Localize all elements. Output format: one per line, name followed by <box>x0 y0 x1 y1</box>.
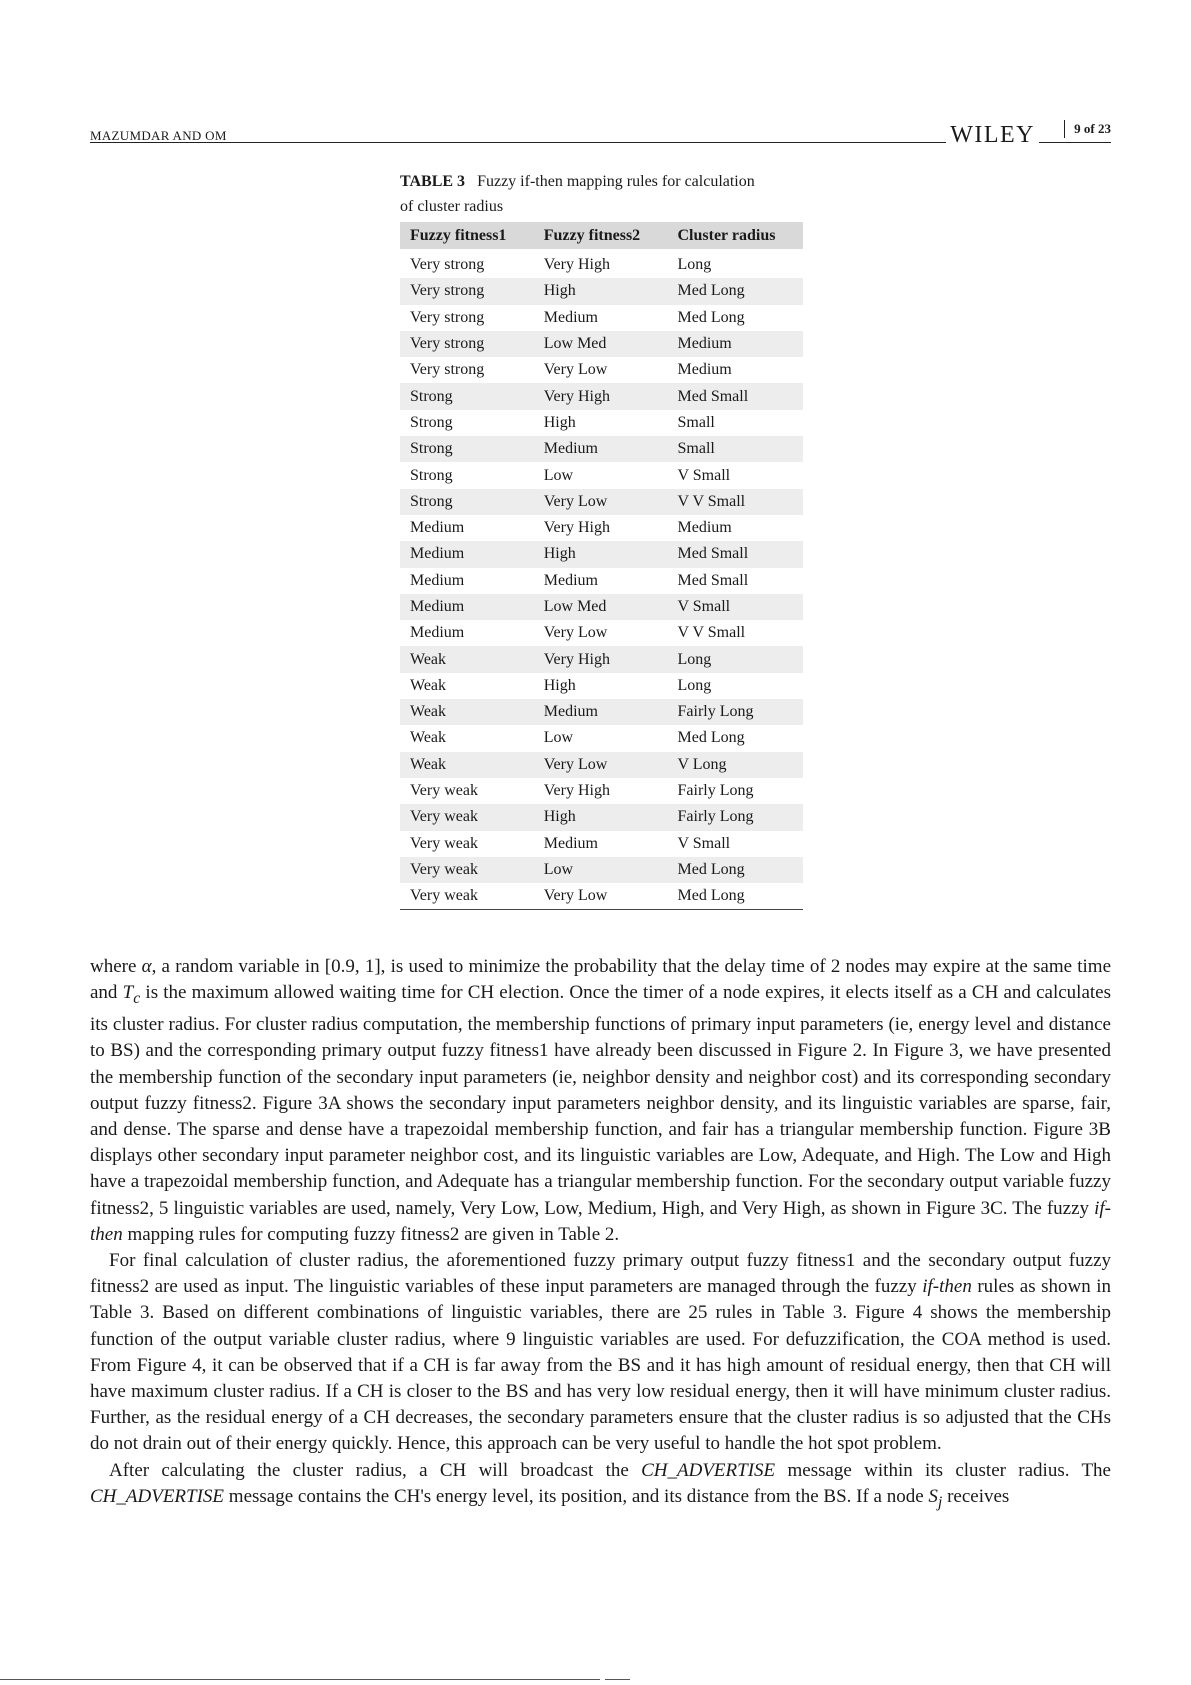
cell-cluster-radius: V V Small <box>677 624 746 642</box>
footer-rule <box>0 1679 600 1680</box>
cell-fuzzy-fitness1: Very weak <box>410 782 478 800</box>
footer-mark <box>605 1679 630 1680</box>
table-row <box>400 778 803 804</box>
cell-cluster-radius: Long <box>677 676 712 694</box>
table-row <box>400 489 803 515</box>
table-row <box>400 305 803 331</box>
sj-symbol: $S_j$ <box>928 1485 943 1511</box>
table-row <box>400 673 803 699</box>
cell-cluster-radius: V Long <box>668 752 804 778</box>
table-label: TABLE 3 <box>400 173 466 190</box>
cell-cluster-radius: Med Long <box>677 308 745 326</box>
page-number: 9 of 23 <box>1064 120 1111 138</box>
table-header-row <box>400 222 803 249</box>
cell-fuzzy-fitness1: Medium <box>400 594 534 620</box>
table-row <box>400 383 803 409</box>
cell-fuzzy-fitness2: Very Low <box>543 887 608 905</box>
cell-fuzzy-fitness2: Very High <box>543 256 610 274</box>
cell-cluster-radius: Med Long <box>668 857 804 883</box>
table-caption <box>400 169 760 219</box>
table-caption-text: Fuzzy if-then mapping rules for calculation of cluster radius <box>400 173 755 215</box>
table-row <box>400 646 803 672</box>
cell-fuzzy-fitness2: Low <box>543 466 574 484</box>
cell-fuzzy-fitness1: Very strong <box>400 278 534 304</box>
cell-fuzzy-fitness2: Very High <box>543 519 610 537</box>
cell-fuzzy-fitness2: Medium <box>534 436 668 462</box>
paragraph-2: For final calculation of cluster radius, the aforementioned fuzzy primary output fuzzy fitness1 and the secondary output fuzzy fitness2 are used as input. The linguistic variables of these input parameters are managed through the fuzzy if-then rules as shown in Table 3. Based on different combinations of linguistic variables, there are 25 rules in Table 3. Figure 4 shows the membership function of the output variable cluster radius, where 9 linguistic variables are used. For defuzzification, the COA method is used. From Figure 4, it can be observed that if a CH is far away from the BS and it has high amount of residual energy, then that CH will have maximum cluster radius. If a CH is closer to the BS and has very low residual energy, then it will have minimum cluster radius. Further, as the residual energy of a CH decreases, the secondary parameters ensure that the cluster radius is so adjusted that the CHs do not drain out of their energy quickly. Hence, this approach can be very useful to handle the hot spot problem. <box>90 1250 1111 1455</box>
cell-fuzzy-fitness2: Very Low <box>534 752 668 778</box>
cell-fuzzy-fitness2: Medium <box>543 571 598 589</box>
cell-cluster-radius: V Small <box>677 466 731 484</box>
cell-fuzzy-fitness1: Strong <box>400 436 534 462</box>
cell-fuzzy-fitness2: Very Low <box>543 624 608 642</box>
cell-fuzzy-fitness1: Weak <box>410 676 447 694</box>
cell-fuzzy-fitness1: Very strong <box>410 361 485 379</box>
cell-fuzzy-fitness1: Medium <box>400 541 534 567</box>
cell-fuzzy-fitness2: High <box>534 804 668 830</box>
cell-fuzzy-fitness1: Weak <box>400 646 534 672</box>
publisher-logo: WILEY <box>946 123 1039 147</box>
cell-cluster-radius: Med Long <box>677 729 745 747</box>
column-header-cluster-radius: Cluster radius <box>668 222 804 249</box>
cell-cluster-radius: Long <box>668 646 804 672</box>
body-text <box>90 954 1111 1516</box>
cell-cluster-radius: Small <box>677 413 715 431</box>
cell-fuzzy-fitness2: Very Low <box>543 361 608 379</box>
table-row <box>400 620 803 646</box>
cell-fuzzy-fitness1: Very weak <box>400 857 534 883</box>
running-header <box>90 120 1111 146</box>
cell-fuzzy-fitness1: Very weak <box>400 804 534 830</box>
alpha-symbol: α <box>141 956 152 977</box>
cell-fuzzy-fitness1: Medium <box>410 571 465 589</box>
cell-cluster-radius: Medium <box>677 361 732 379</box>
cell-cluster-radius: V Small <box>677 834 731 852</box>
table-row <box>400 804 803 830</box>
tc-symbol: $T_c$ <box>122 982 141 1007</box>
cell-fuzzy-fitness1: Very strong <box>400 331 534 357</box>
cell-fuzzy-fitness1: Strong <box>410 413 453 431</box>
cell-fuzzy-fitness2: Very High <box>534 383 668 409</box>
cell-fuzzy-fitness1: Very weak <box>410 834 478 852</box>
cell-cluster-radius: Med Small <box>668 541 804 567</box>
table-row <box>400 331 803 357</box>
cell-fuzzy-fitness1: Medium <box>410 624 465 642</box>
cell-fuzzy-fitness1: Weak <box>400 699 534 725</box>
table-row <box>400 410 803 436</box>
table-row <box>400 436 803 462</box>
table-row <box>400 725 803 751</box>
table-row <box>400 752 803 778</box>
cell-fuzzy-fitness1: Weak <box>400 752 534 778</box>
cell-fuzzy-fitness2: Medium <box>534 699 668 725</box>
table-row <box>400 462 803 488</box>
cell-fuzzy-fitness1: Strong <box>400 383 534 409</box>
cell-fuzzy-fitness2: High <box>543 676 576 694</box>
cell-fuzzy-fitness2: Low <box>543 729 574 747</box>
cell-cluster-radius: Med Small <box>677 571 749 589</box>
if-then-term: if-then <box>922 1276 972 1298</box>
cell-cluster-radius: Small <box>668 436 804 462</box>
cell-fuzzy-fitness2: Low Med <box>534 331 668 357</box>
cell-cluster-radius: V Small <box>668 594 804 620</box>
cell-fuzzy-fitness1: Strong <box>410 466 453 484</box>
fuzzy-rules-table <box>400 222 803 910</box>
table-row <box>400 249 803 278</box>
cell-fuzzy-fitness2: High <box>534 278 668 304</box>
column-header-fuzzy-fitness1: Fuzzy fitness1 <box>400 222 534 249</box>
cell-fuzzy-fitness2: High <box>543 413 576 431</box>
cell-cluster-radius: Fairly Long <box>668 699 804 725</box>
cell-fuzzy-fitness2: Very High <box>534 646 668 672</box>
if-then-term: if-then <box>90 1197 1111 1245</box>
table-row <box>400 883 803 910</box>
table-row <box>400 515 803 541</box>
cell-cluster-radius: Medium <box>668 331 804 357</box>
cell-cluster-radius: V V Small <box>668 489 804 515</box>
ch-advertise-term: CH_ADVERTISE <box>90 1485 225 1507</box>
table-row <box>400 699 803 725</box>
cell-fuzzy-fitness1: Medium <box>410 519 465 537</box>
ch-advertise-term: CH_ADVERTISE <box>641 1459 776 1481</box>
cell-cluster-radius: Fairly Long <box>677 782 754 800</box>
cell-fuzzy-fitness2: Medium <box>543 834 598 852</box>
cell-fuzzy-fitness1: Strong <box>400 489 534 515</box>
cell-cluster-radius: Fairly Long <box>668 804 804 830</box>
cell-cluster-radius: Long <box>677 256 712 274</box>
cell-fuzzy-fitness1: Very strong <box>410 256 485 274</box>
running-head-authors: MAZUMDAR AND OM <box>90 128 227 143</box>
cell-fuzzy-fitness2: Very High <box>543 782 610 800</box>
cell-fuzzy-fitness2: Very Low <box>534 489 668 515</box>
table-row <box>400 541 803 567</box>
paragraph-3: After calculating the cluster radius, a CH will broadcast the CH_ADVERTISE message within its cluster radius. The CH_ADVERTISE message contains the CH's energy level, its position, and its distance from the BS. If a node $S_j$ receives <box>90 1459 1111 1511</box>
cell-cluster-radius: Medium <box>677 519 732 537</box>
cell-fuzzy-fitness2: Low Med <box>534 594 668 620</box>
cell-cluster-radius: Med Small <box>668 383 804 409</box>
paragraph-1: where α, a random variable in [0.9, 1], is used to minimize the probability that the delay time of 2 nodes may expire at the same time and $T_c$ is the maximum allowed waiting time for CH election. Once the timer of a node expires, it elects itself as a CH and calculates its cluster radius. For cluster radius computation, the membership functions of primary input parameters (ie, energy level and distance to BS) and the corresponding primary output fuzzy fitness1 have already been discussed in Figure 2. In Figure 3, we have presented the membership function of the secondary input parameters (ie, neighbor density and neighbor cost) and its corresponding secondary output fuzzy fitness2. Figure 3A shows the secondary input parameters neighbor density, and its linguistic variables are sparse, fair, and dense. The sparse and dense have a trapezoidal membership function, and fair has a triangular membership function. Figure 3B displays other secondary input parameter neighbor cost, and its linguistic variables are Low, Adequate, and High. The Low and High have a trapezoidal membership function, and Adequate has a triangular membership function. For the secondary output variable fuzzy fitness2, 5 linguistic variables are used, namely, Very Low, Low, Medium, High, and Very High, as shown in Figure 3C. The fuzzy if-then mapping rules for computing fuzzy fitness2 are given in Table 2. <box>90 956 1112 1245</box>
cell-cluster-radius: Med Long <box>668 278 804 304</box>
cell-fuzzy-fitness1: Very weak <box>410 887 478 905</box>
table-row <box>400 357 803 383</box>
column-header-fuzzy-fitness2: Fuzzy fitness2 <box>534 222 668 249</box>
cell-fuzzy-fitness1: Very strong <box>410 308 485 326</box>
cell-fuzzy-fitness1: Weak <box>410 729 447 747</box>
cell-fuzzy-fitness2: High <box>534 541 668 567</box>
table-row <box>400 278 803 304</box>
table-row <box>400 831 803 857</box>
cell-cluster-radius: Med Long <box>677 887 745 905</box>
cell-fuzzy-fitness2: Low <box>534 857 668 883</box>
table-row <box>400 594 803 620</box>
table-row <box>400 568 803 594</box>
cell-fuzzy-fitness2: Medium <box>543 308 598 326</box>
table-body <box>400 249 803 910</box>
table-row <box>400 857 803 883</box>
